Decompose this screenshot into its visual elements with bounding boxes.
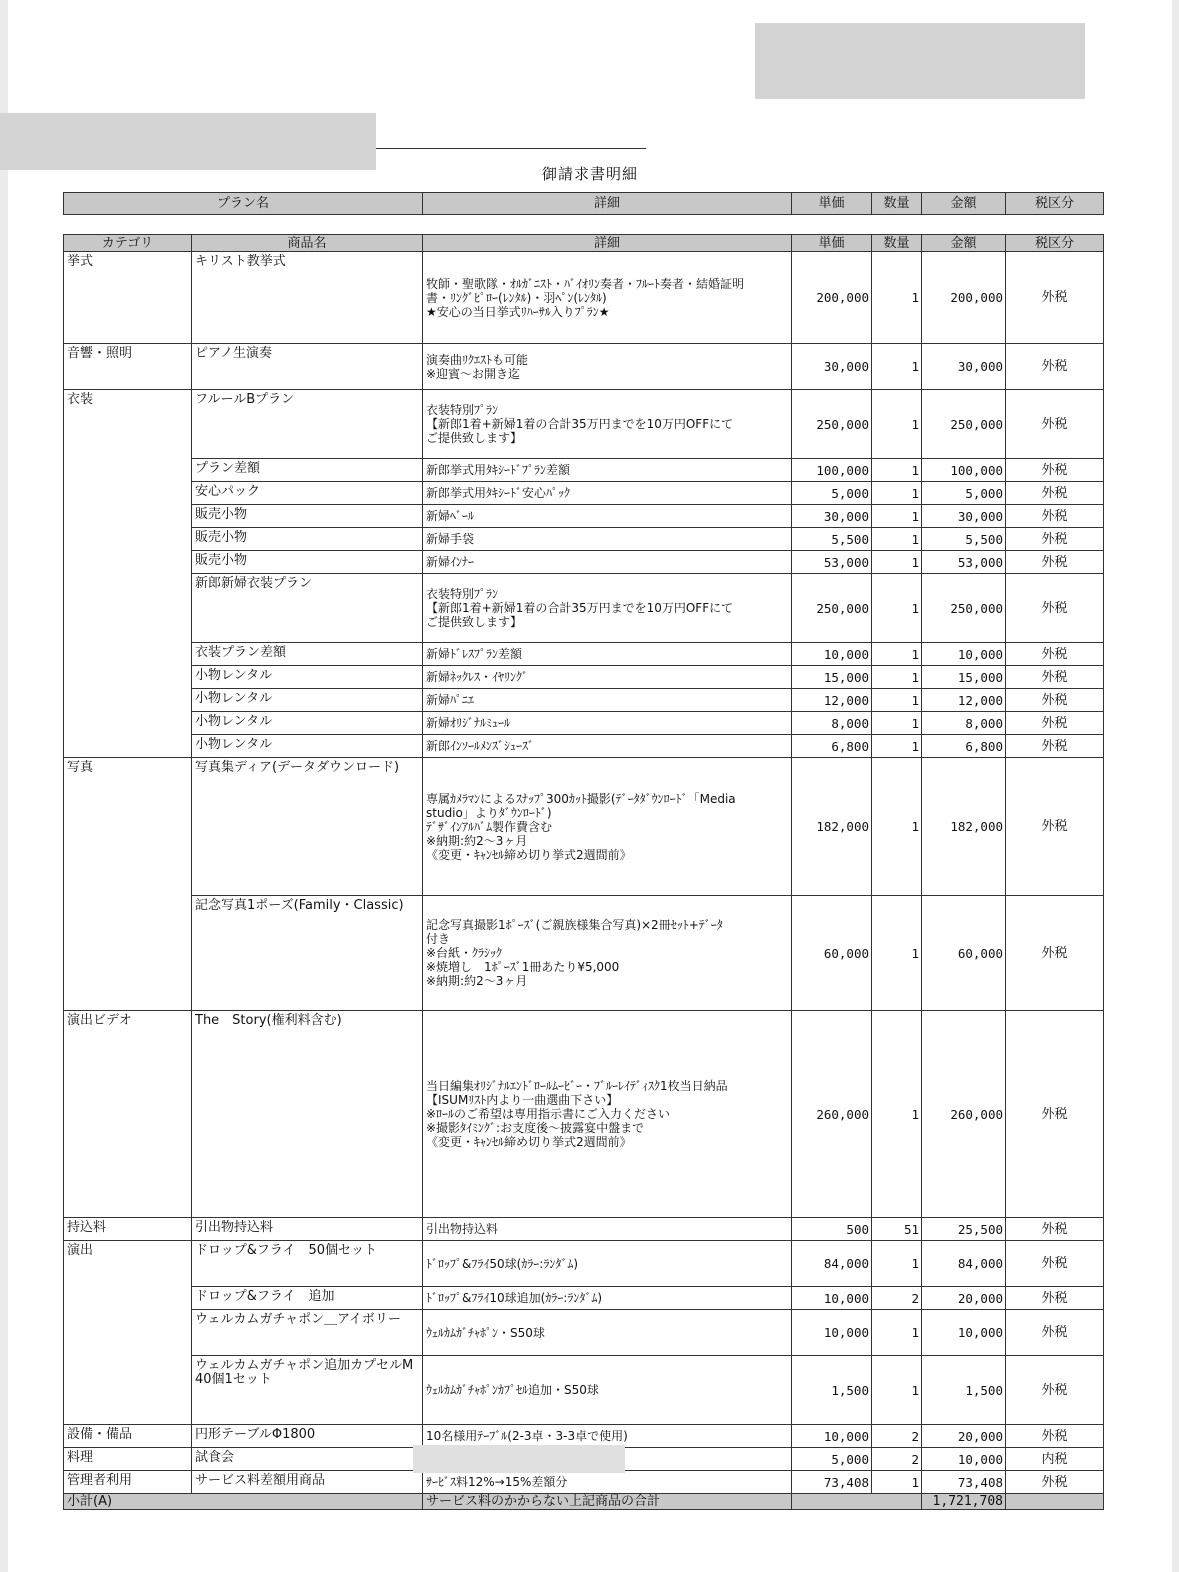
product-cell: キリスト教挙式 (192, 252, 423, 344)
qty-cell: 1 (872, 505, 922, 528)
qty-cell: 1 (872, 712, 922, 735)
unit-price-cell: 250,000 (792, 574, 872, 643)
product-cell: 写真集ディア(データダウンロード) (192, 758, 423, 896)
plan-name-header: プラン名 (64, 193, 423, 215)
tax-cell: 外税 (1006, 896, 1104, 1011)
amount-cell: 30,000 (922, 505, 1006, 528)
product-cell: 小物レンタル (192, 689, 423, 712)
unit-price-cell: 60,000 (792, 896, 872, 1011)
detail-cell: ﾄﾞﾛｯﾌﾟ&ﾌﾗｲ10球追加(ｶﾗｰ:ﾗﾝﾀﾞﾑ) (423, 1287, 792, 1310)
unit-price-cell: 250,000 (792, 390, 872, 459)
plan-header-row (64, 193, 1104, 215)
redacted-block-left (0, 113, 376, 170)
tax-cell: 外税 (1006, 689, 1104, 712)
detail-cell: ｳｪﾙｶﾑｶﾞﾁｬﾎﾟﾝ・S50球 (423, 1310, 792, 1356)
qty-cell: 1 (872, 528, 922, 551)
qty-cell: 1 (872, 551, 922, 574)
category-cell: 音響・照明 (64, 344, 192, 390)
plan-amount-header: 金額 (922, 193, 1006, 215)
redacted-block-top-right (755, 23, 1085, 99)
unit-price-cell: 30,000 (792, 505, 872, 528)
category-cell: 演出 (64, 1241, 192, 1287)
unit-price-cell: 182,000 (792, 758, 872, 896)
qty-cell: 1 (872, 643, 922, 666)
product-cell: ドロップ&フライ 追加 (192, 1287, 423, 1310)
product-cell: 小物レンタル (192, 666, 423, 689)
qty-cell: 1 (872, 459, 922, 482)
category-cell (64, 643, 192, 666)
qty-cell: 1 (872, 735, 922, 758)
amount-cell: 20,000 (922, 1287, 1006, 1310)
unit-price-cell: 10,000 (792, 1310, 872, 1356)
unit-price-cell: 5,000 (792, 1448, 872, 1471)
qty-cell: 1 (872, 482, 922, 505)
qty-cell: 1 (872, 1011, 922, 1218)
detail-cell: ﾄﾞﾛｯﾌﾟ&ﾌﾗｲ50球(ｶﾗｰ:ﾗﾝﾀﾞﾑ) (423, 1241, 792, 1287)
amount-cell: 12,000 (922, 689, 1006, 712)
unit-price-cell: 6,800 (792, 735, 872, 758)
table-row (64, 505, 1104, 528)
detail-cell: 新婦ﾄﾞﾚｽﾌﾟﾗﾝ差額 (423, 643, 792, 666)
product-cell: 販売小物 (192, 551, 423, 574)
tax-cell: 外税 (1006, 574, 1104, 643)
unit-price-cell: 30,000 (792, 344, 872, 390)
tax-cell: 外税 (1006, 643, 1104, 666)
amount-cell: 260,000 (922, 1011, 1006, 1218)
product-header: 商品名 (192, 235, 423, 252)
detail-cell: 新婦手袋 (423, 528, 792, 551)
unit-price-cell: 200,000 (792, 252, 872, 344)
unit-price-cell: 1,500 (792, 1356, 872, 1425)
amount-cell: 5,000 (922, 482, 1006, 505)
table-row (64, 1310, 1104, 1356)
amount-cell: 250,000 (922, 574, 1006, 643)
unit-price-cell: 500 (792, 1218, 872, 1241)
product-cell: フルールBプラン (192, 390, 423, 459)
subtotal-row (64, 1494, 1104, 1510)
detail-cell: 新婦ﾊﾟﾆｴ (423, 689, 792, 712)
qty-cell: 1 (872, 758, 922, 896)
table-row (64, 252, 1104, 344)
detail-cell: 新婦ｲﾝﾅｰ (423, 551, 792, 574)
table-row (64, 459, 1104, 482)
qty-cell: 2 (872, 1425, 922, 1448)
subtotal-blank (792, 1494, 922, 1510)
items-header-row (64, 235, 1104, 252)
category-cell: 持込料 (64, 1218, 192, 1241)
amount-cell: 1,500 (922, 1356, 1006, 1425)
qty-cell: 1 (872, 574, 922, 643)
category-cell (64, 459, 192, 482)
unit-price-cell: 12,000 (792, 689, 872, 712)
tax-cell: 外税 (1006, 712, 1104, 735)
unit-price-cell: 10,000 (792, 1287, 872, 1310)
table-row (64, 574, 1104, 643)
qty-cell: 2 (872, 1448, 922, 1471)
category-cell: 設備・備品 (64, 1425, 192, 1448)
detail-cell: ｻｰﾋﾞｽ料12%→15%差額分 (423, 1471, 792, 1494)
product-cell: 新郎新婦衣装プラン (192, 574, 423, 643)
table-row (64, 1241, 1104, 1287)
tax-cell: 外税 (1006, 666, 1104, 689)
unit-price-cell: 8,000 (792, 712, 872, 735)
tax-cell: 外税 (1006, 735, 1104, 758)
tax-cell: 外税 (1006, 1218, 1104, 1241)
qty-cell: 51 (872, 1218, 922, 1241)
unit-price-cell: 10,000 (792, 1425, 872, 1448)
detail-cell: 衣装特別ﾌﾟﾗﾝ 【新郎1着+新婦1着の合計35万円までを10万円OFFにて ご提供致します】 (423, 390, 792, 459)
product-cell: ウェルカムガチャポン追加カプセルM 40個1セット (192, 1356, 423, 1425)
table-row (64, 896, 1104, 1011)
tax-cell: 外税 (1006, 459, 1104, 482)
table-row (64, 758, 1104, 896)
redacted-detail-cell (413, 1445, 625, 1473)
unit-price-cell: 5,000 (792, 482, 872, 505)
amount-cell: 6,800 (922, 735, 1006, 758)
category-cell (64, 1356, 192, 1425)
qty-cell: 1 (872, 390, 922, 459)
amount-cell: 53,000 (922, 551, 1006, 574)
category-cell: 料理 (64, 1448, 192, 1471)
amount-cell: 10,000 (922, 1448, 1006, 1471)
unit-price-header: 単価 (792, 235, 872, 252)
qty-cell: 1 (872, 689, 922, 712)
amount-cell: 73,408 (922, 1471, 1006, 1494)
detail-cell: 引出物持込料 (423, 1218, 792, 1241)
tax-cell: 外税 (1006, 528, 1104, 551)
table-row (64, 689, 1104, 712)
category-cell (64, 666, 192, 689)
unit-price-cell: 5,500 (792, 528, 872, 551)
table-row (64, 390, 1104, 459)
product-cell: 小物レンタル (192, 735, 423, 758)
detail-cell: 牧師・聖歌隊・ｵﾙｶﾞﾆｽﾄ・ﾊﾞｲｵﾘﾝ奏者・ﾌﾙｰﾄ奏者・結婚証明 書・ﾘﾝｸﾞﾋﾟﾛｰ(ﾚﾝﾀﾙ)・羽ﾍﾟﾝ(ﾚﾝﾀﾙ) ★安心の当日挙式ﾘﾊｰｻﾙ入りﾌﾟﾗﾝ★ (423, 252, 792, 344)
table-row (64, 551, 1104, 574)
category-cell (64, 896, 192, 1011)
qty-cell: 1 (872, 1241, 922, 1287)
qty-cell: 2 (872, 1287, 922, 1310)
tax-cell: 外税 (1006, 1241, 1104, 1287)
amount-cell: 10,000 (922, 643, 1006, 666)
table-row (64, 643, 1104, 666)
category-cell: 演出ビデオ (64, 1011, 192, 1218)
tax-cell: 外税 (1006, 551, 1104, 574)
tax-cell: 外税 (1006, 1287, 1104, 1310)
table-row (64, 1287, 1104, 1310)
tax-cell: 外税 (1006, 482, 1104, 505)
qty-cell: 1 (872, 1310, 922, 1356)
amount-cell: 20,000 (922, 1425, 1006, 1448)
detail-cell: ｳｪﾙｶﾑｶﾞﾁｬﾎﾟﾝｶﾌﾟｾﾙ追加・S50球 (423, 1356, 792, 1425)
tax-cell: 外税 (1006, 252, 1104, 344)
unit-price-cell: 53,000 (792, 551, 872, 574)
product-cell: 記念写真1ポーズ(Family・Classic) (192, 896, 423, 1011)
detail-cell: 新郎挙式用ﾀｷｼｰﾄﾞ安心ﾊﾟｯｸ (423, 482, 792, 505)
detail-cell: 新婦ｵﾘｼﾞﾅﾙﾐｭｰﾙ (423, 712, 792, 735)
tax-cell: 外税 (1006, 1310, 1104, 1356)
amount-cell: 25,500 (922, 1218, 1006, 1241)
detail-header: 詳細 (423, 235, 792, 252)
product-cell: プラン差額 (192, 459, 423, 482)
plan-table (63, 192, 1104, 215)
amount-cell: 182,000 (922, 758, 1006, 896)
unit-price-cell: 84,000 (792, 1241, 872, 1287)
amount-cell: 5,500 (922, 528, 1006, 551)
table-row (64, 482, 1104, 505)
product-cell: サービス料差額用商品 (192, 1471, 423, 1494)
qty-cell: 1 (872, 1471, 922, 1494)
document-page (8, 0, 1172, 1572)
items-table (63, 234, 1104, 1510)
amount-cell: 8,000 (922, 712, 1006, 735)
amount-cell: 200,000 (922, 252, 1006, 344)
category-cell (64, 505, 192, 528)
amount-cell: 84,000 (922, 1241, 1006, 1287)
product-cell: 試食会 (192, 1448, 423, 1471)
unit-price-cell: 10,000 (792, 643, 872, 666)
category-cell (64, 712, 192, 735)
amount-cell: 100,000 (922, 459, 1006, 482)
subtotal-detail: サービス料のかからない上記商品の合計 (423, 1494, 792, 1510)
table-row (64, 712, 1104, 735)
recipient-underline (376, 148, 646, 149)
plan-qty-header: 数量 (872, 193, 922, 215)
category-cell (64, 551, 192, 574)
detail-cell: 10名様用ﾃｰﾌﾞﾙ(2-3卓・3-3卓で使用) (423, 1425, 792, 1448)
subtotal-tax-blank (1006, 1494, 1104, 1510)
table-row (64, 344, 1104, 390)
plan-unit-price-header: 単価 (792, 193, 872, 215)
detail-cell: 新婦ﾈｯｸﾚｽ・ｲﾔﾘﾝｸﾞ (423, 666, 792, 689)
table-row (64, 735, 1104, 758)
qty-cell: 1 (872, 1356, 922, 1425)
unit-price-cell: 100,000 (792, 459, 872, 482)
amount-cell: 10,000 (922, 1310, 1006, 1356)
category-cell: 衣装 (64, 390, 192, 459)
tax-cell: 外税 (1006, 1356, 1104, 1425)
table-row (64, 1356, 1104, 1425)
unit-price-cell: 73,408 (792, 1471, 872, 1494)
tax-cell: 外税 (1006, 1011, 1104, 1218)
product-cell: The Story(権利料含む) (192, 1011, 423, 1218)
table-row (64, 666, 1104, 689)
table-row (64, 1218, 1104, 1241)
category-header: カテゴリ (64, 235, 192, 252)
qty-cell: 1 (872, 896, 922, 1011)
product-cell: 円形テーブルΦ1800 (192, 1425, 423, 1448)
tax-cell: 外税 (1006, 758, 1104, 896)
detail-cell: 記念写真撮影1ﾎﾟｰｽﾞ(ご親族様集合写真)×2冊ｾｯﾄ+ﾃﾞｰﾀ 付き ※台紙・ｸﾗｼｯｸ ※焼増し 1ﾎﾟｰｽﾞ1冊あたり¥5,000 ※納期:約2～3ヶ月 (423, 896, 792, 1011)
category-cell (64, 1287, 192, 1310)
qty-cell: 1 (872, 252, 922, 344)
category-cell (64, 574, 192, 643)
category-cell: 管理者利用 (64, 1471, 192, 1494)
amount-cell: 30,000 (922, 344, 1006, 390)
detail-cell: 衣装特別ﾌﾟﾗﾝ 【新郎1着+新婦1着の合計35万円までを10万円OFFにて ご提供致します】 (423, 574, 792, 643)
table-row (64, 1471, 1104, 1494)
product-cell: 販売小物 (192, 528, 423, 551)
tax-cell: 外税 (1006, 505, 1104, 528)
detail-cell: 新郎ｲﾝｿｰﾙﾒﾝｽﾞｼｭｰｽﾞ (423, 735, 792, 758)
tax-cell: 外税 (1006, 344, 1104, 390)
amount-cell: 250,000 (922, 390, 1006, 459)
table-row (64, 528, 1104, 551)
category-cell (64, 528, 192, 551)
tax-cell: 外税 (1006, 1425, 1104, 1448)
subtotal-amount: 1,721,708 (922, 1494, 1006, 1510)
detail-cell: 新婦ﾍﾞｰﾙ (423, 505, 792, 528)
product-cell: ピアノ生演奏 (192, 344, 423, 390)
unit-price-cell: 260,000 (792, 1011, 872, 1218)
category-cell (64, 735, 192, 758)
detail-cell: 新郎挙式用ﾀｷｼｰﾄﾞﾌﾟﾗﾝ差額 (423, 459, 792, 482)
qty-header: 数量 (872, 235, 922, 252)
amount-header: 金額 (922, 235, 1006, 252)
table-row (64, 1011, 1104, 1218)
plan-detail-header: 詳細 (423, 193, 792, 215)
detail-cell: 専属ｶﾒﾗﾏﾝによるｽﾅｯﾌﾟ300ｶｯﾄ撮影(ﾃﾞｰﾀﾀﾞｳﾝﾛｰﾄﾞ「Media studio」よりﾀﾞｳﾝﾛｰﾄﾞ) ﾃﾞｻﾞｲﾝｱﾙﾊﾞﾑ製作費含む ※納期:約2～3ヶ月 《変更・ｷｬﾝｾﾙ締め切り挙式2週間前》 (423, 758, 792, 896)
category-cell: 挙式 (64, 252, 192, 344)
category-cell (64, 689, 192, 712)
tax-cell: 内税 (1006, 1448, 1104, 1471)
amount-cell: 60,000 (922, 896, 1006, 1011)
product-cell: ドロップ&フライ 50個セット (192, 1241, 423, 1287)
unit-price-cell: 15,000 (792, 666, 872, 689)
product-cell: 小物レンタル (192, 712, 423, 735)
tax-header: 税区分 (1006, 235, 1104, 252)
product-cell: 引出物持込料 (192, 1218, 423, 1241)
product-cell: 安心パック (192, 482, 423, 505)
subtotal-label: 小計(A) (64, 1494, 423, 1510)
category-cell: 写真 (64, 758, 192, 896)
product-cell: ウェルカムガチャポン＿アイボリー (192, 1310, 423, 1356)
tax-cell: 外税 (1006, 1471, 1104, 1494)
qty-cell: 1 (872, 666, 922, 689)
amount-cell: 15,000 (922, 666, 1006, 689)
product-cell: 販売小物 (192, 505, 423, 528)
plan-tax-header: 税区分 (1006, 193, 1104, 215)
tax-cell: 外税 (1006, 390, 1104, 459)
qty-cell: 1 (872, 344, 922, 390)
category-cell (64, 482, 192, 505)
category-cell (64, 1310, 192, 1356)
detail-cell: 当日編集ｵﾘｼﾞﾅﾙｴﾝﾄﾞﾛｰﾙﾑｰﾋﾞｰ・ﾌﾞﾙｰﾚｲﾃﾞｨｽｸ1枚当日納品 【ISUMﾘｽﾄ内より一曲選曲下さい】 ※ﾛｰﾙのご希望は専用指示書にご入力ください ※撮影ﾀｲﾐﾝｸﾞ:お支度後～披露宴中盤まで 《変更・ｷｬﾝｾﾙ締め切り挙式2週間前》 (423, 1011, 792, 1218)
page-title: 御請求書明細 (541, 165, 638, 183)
detail-cell: 演奏曲ﾘｸｴｽﾄも可能 ※迎賓～お開き迄 (423, 344, 792, 390)
product-cell: 衣装プラン差額 (192, 643, 423, 666)
